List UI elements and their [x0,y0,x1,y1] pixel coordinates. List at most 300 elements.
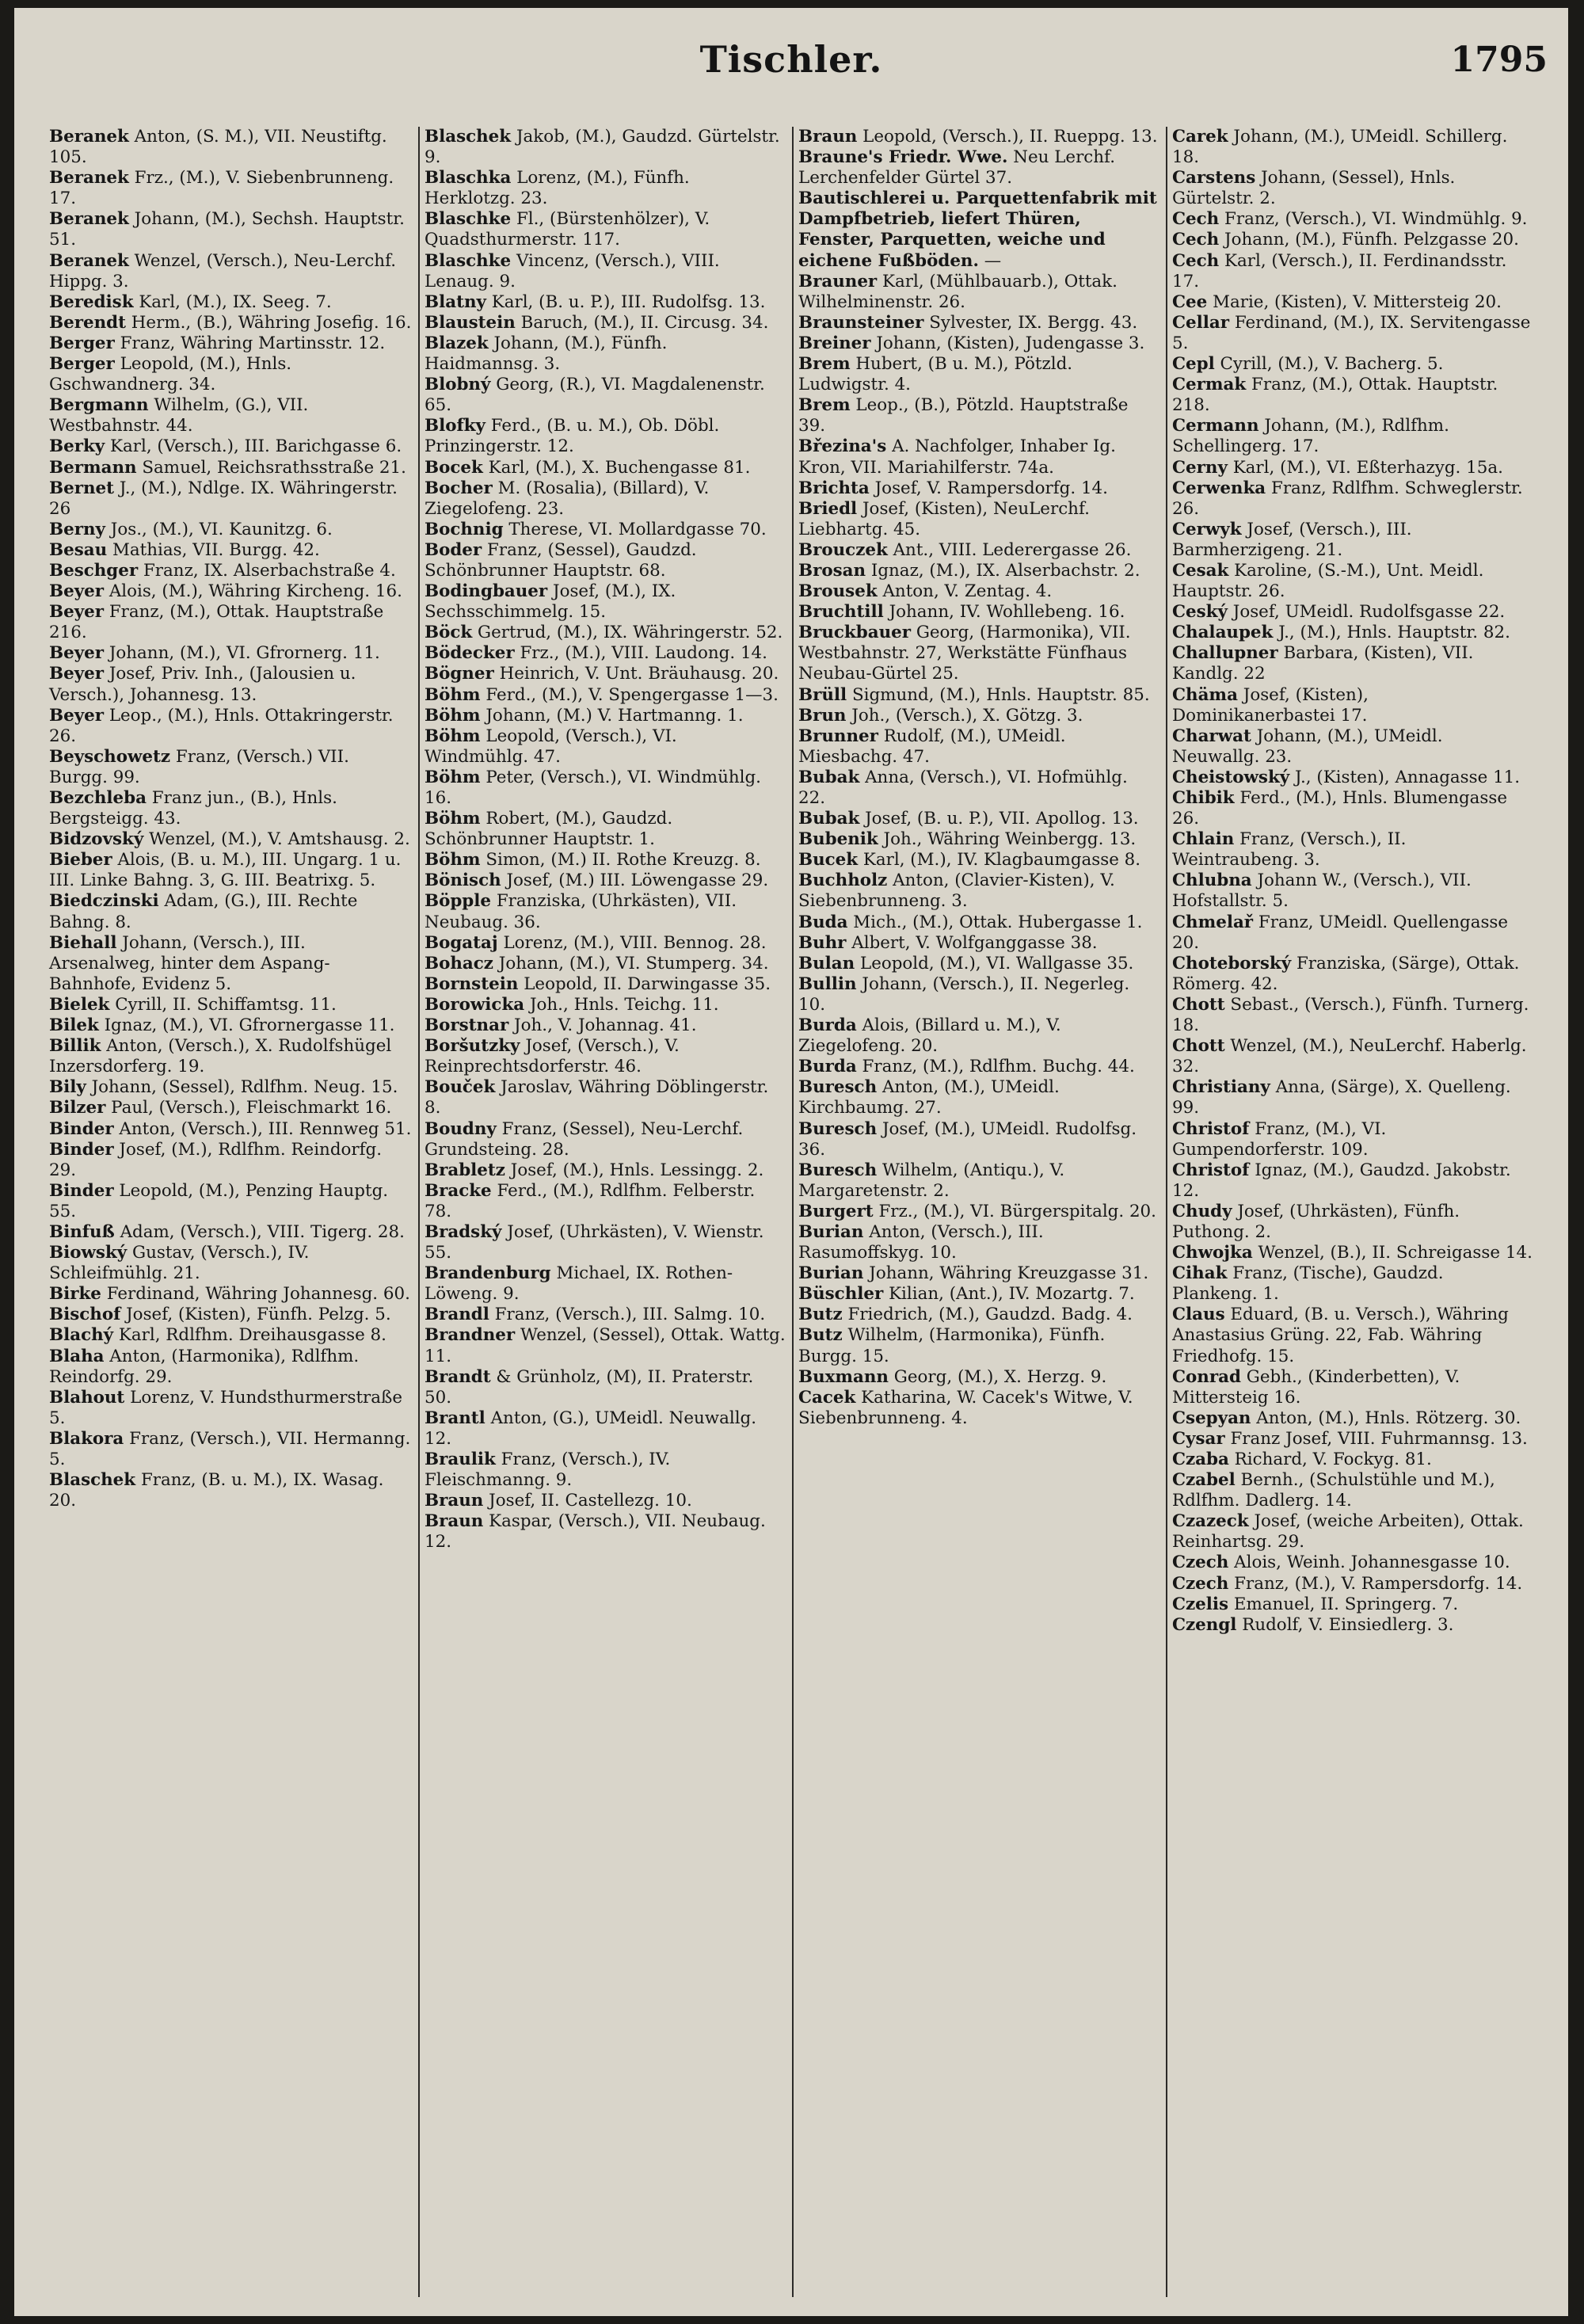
entry-details: Jaroslav, Währing Döblingerstr. 8. [425,1077,769,1118]
entry-name: Beyer [49,705,104,726]
directory-entry [1172,1511,1533,1553]
entry-name: Buhr [798,932,847,953]
entry-details: Karl, (Versch.), II. Ferdinandsstr. 17. [1172,250,1507,291]
directory-entry [798,602,1159,623]
entry-name: Claus [1172,1305,1225,1325]
entry-name: Böhm [425,767,481,787]
entry-name: Conrad [1172,1366,1241,1387]
directory-entry [798,685,1159,706]
entry-details: Gebh., (Kinderbetten), V. Mittersteig 16. [1172,1366,1460,1408]
directory-entry [798,726,1159,768]
directory-entry [49,458,412,478]
directory-entry [798,1388,1159,1429]
entry-details: Emanuel, II. Springerg. 7. [1233,1594,1459,1614]
directory-entry [425,1181,786,1222]
entry-details: Marie, (Kisten), V. Mittersteig 20. [1213,291,1502,312]
directory-entry [798,1057,1159,1077]
entry-name: Chlain [1172,829,1235,850]
entry-name: Choteborský [1172,953,1292,973]
directory-entry [1172,251,1533,292]
directory-entry [1172,1036,1533,1077]
entry-name: Brun [798,705,847,726]
entry-details: Josef, (M.), IX. Sechsschimmelg. 15. [425,581,676,623]
entry-name: Březina's [798,436,887,457]
entry-details: Sebast., (Versch.), Fünfh. Turnerg. 18. [1172,994,1529,1036]
directory-entry [798,313,1159,333]
entry-details: Wilhelm, (G.), VII. Westbahnstr. 44. [49,395,309,436]
entry-name: Cacek [798,1387,856,1408]
entry-name: Blakora [49,1428,124,1449]
directory-entry [798,706,1159,726]
entry-name: Beranek [49,168,129,189]
directory-entry [798,478,1159,499]
directory-entry [425,643,786,664]
entry-name: Chlubna [1172,871,1252,891]
entry-details: Ferd., (M.), V. Spengergasse 1—3. [485,684,779,705]
entry-name: Blaschke [425,250,512,271]
entry-details: Baruch, (M.), II. Circusg. 34. [520,312,769,333]
directory-entry [798,933,1159,954]
entry-name: Bezchleba [49,788,147,808]
directory-entry [49,1284,412,1305]
entry-details: Adam, (G.), III. Rechte Bahng. 8. [49,891,358,932]
directory-column-1 [44,127,418,2297]
directory-entry [49,168,412,209]
directory-entry [425,1222,786,1263]
directory-entry [425,850,786,871]
entry-details: Peter, (Versch.), VI. Windmühlg. 16. [425,767,761,808]
entry-name: Biedczinski [49,891,159,912]
entry-name: Cermann [1172,416,1259,436]
entry-details: Josef, UMeidl. Rudolfsgasse 22. [1232,602,1506,623]
entry-name: Beschger [49,560,139,581]
directory-entry [425,891,786,932]
entry-name: Christof [1172,1160,1250,1180]
directory-entry [798,147,1159,189]
entry-name: Bermann [49,457,137,478]
directory-entry [1172,1594,1533,1615]
entry-name: Czazeck [1172,1511,1249,1532]
entry-details: Johann, (M.), VI. Gfrornerg. 11. [109,643,380,664]
entry-details: Paul, (Versch.), Fleischmarkt 16. [111,1098,392,1118]
entry-name: Butz [798,1325,843,1346]
directory-entry [49,540,412,561]
directory-entry [425,933,786,954]
entry-name: Beranek [49,127,129,147]
entry-name: Besau [49,539,108,560]
directory-entry [1172,1429,1533,1450]
entry-name: Bracke [425,1180,492,1201]
directory-entry [1172,1615,1533,1636]
entry-name: Bouček [425,1077,496,1098]
entry-name: Brousek [798,581,878,602]
entry-details: Franz jun., (B.), Hnls. Bergsteigg. 43. [49,788,337,829]
entry-details: Johann, (Kisten), Judengasse 3. [876,333,1145,353]
directory-entry [425,313,786,333]
entry-name: Brandt [425,1366,491,1387]
directory-entry [1172,643,1533,684]
entry-name: Bogataj [425,932,498,953]
directory-entry [798,954,1159,974]
directory-entry [425,1491,786,1511]
directory-entry [49,664,412,705]
directory-entry [49,706,412,747]
entry-name: Breiner [798,333,871,353]
entry-details: Franziska, (Särge), Ottak. Römerg. 42. [1172,953,1520,994]
entry-details: Leop., (B.), Pötzld. Hauptstraße 39. [798,395,1129,436]
directory-entry [49,209,412,250]
directory-entry [798,809,1159,829]
entry-name: Carstens [1172,168,1256,189]
directory-entry [425,974,786,995]
directory-column-3 [792,127,1166,2297]
directory-entry [49,354,412,395]
directory-entry [49,1305,412,1325]
entry-name: Czabel [1172,1470,1236,1491]
entry-details: Lorenz, (M.), VIII. Bennog. 28. [503,932,767,953]
directory-entry [798,1222,1159,1263]
directory-entry [1172,829,1533,871]
entry-name: Buresch [798,1077,878,1098]
entry-details: Albert, V. Wolfganggasse 38. [851,932,1098,953]
directory-entry [425,1511,786,1553]
entry-name: Brichta [798,478,870,498]
directory-entry [425,1015,786,1036]
directory-entry [1172,1160,1533,1202]
entry-name: Berendt [49,312,126,333]
directory-entry [425,540,786,581]
entry-details: Anton, (Versch.), III. Rennweg 51. [119,1118,412,1139]
entry-name: Blobný [425,375,491,395]
entry-name: Bulan [798,953,855,973]
directory-entry [1172,1263,1533,1305]
entry-details: Joh., Währing Weinbergg. 13. [883,829,1137,850]
entry-details: Bernh., (Schulstühle und M.), Rdlfhm. Dadlerg. 14. [1172,1470,1495,1511]
entry-name: Bruckbauer [798,623,911,643]
entry-name: Bruchtill [798,602,884,623]
entry-name: Carek [1172,127,1228,147]
directory-entry [425,520,786,540]
entry-details: Josef, II. Castellezg. 10. [489,1491,692,1511]
entry-details: Anton, (Versch.), X. Rudolfshügel Inzersdorferg. 19. [49,1036,392,1077]
entry-details: Karl, (Mühlbauarb.), Ottak. Wilhelminenstr. 26. [798,271,1118,312]
entry-details: Johann, (M.), UMeidl. Schillerg. 18. [1172,127,1508,168]
directory-entry [1172,127,1533,168]
entry-details: Anton, (Versch.), III. Rasumoffskyg. 10. [798,1221,1044,1263]
entry-details: Franz, (M.), VI. Gumpendorferstr. 109. [1172,1118,1387,1160]
directory-entry [1172,520,1533,561]
entry-details: Johann, (Versch.), II. Negerleg. 10. [798,973,1130,1015]
entry-name: Böhm [425,726,481,746]
entry-details: Josef, (weiche Arbeiten), Ottak. Reinhartsg. 29. [1172,1511,1524,1553]
directory-entry [1172,768,1533,788]
directory-entry [425,685,786,706]
directory-entry [1172,292,1533,313]
entry-details: Wenzel, (M.), NeuLerchf. Haberlg. 32. [1172,1036,1527,1077]
directory-entry [49,1222,412,1243]
directory-entry [1172,1077,1533,1118]
directory-entry [49,520,412,540]
directory-entry [425,478,786,520]
entry-name: Cepl [1172,354,1215,375]
entry-name: Cech [1172,209,1220,230]
directory-column-4 [1166,127,1540,2297]
directory-entry [425,871,786,891]
entry-name: Bucek [798,850,859,871]
directory-entry [425,209,786,250]
entry-details: Karl, (B. u. P.), III. Rudolfsg. 13. [491,291,766,312]
entry-details: Vincenz, (Versch.), VIII. Lenaug. 9. [425,250,720,291]
entry-name: Buda [798,912,848,932]
entry-name: Bögner [425,664,494,684]
directory-entry [425,664,786,684]
directory-entry [49,643,412,664]
entry-details: Lorenz, (M.), Fünfh. Herklotzg. 23. [425,168,690,209]
entry-name: Bergmann [49,395,149,416]
entry-details: Friedrich, (M.), Gaudzd. Badg. 4. [847,1305,1133,1325]
entry-details: Johann, (M.), VI. Stumperg. 34. [498,953,769,973]
entry-details: Franz, (Sessel), Neu-Lerchf. Grundsteing. 28. [425,1118,744,1160]
entry-name: Blaha [49,1346,105,1366]
entry-name: Czelis [1172,1594,1229,1614]
entry-details: Kilian, (Ant.), IV. Mozartg. 7. [889,1284,1135,1305]
entry-details: Karl, (M.), IX. Seeg. 7. [139,291,332,312]
entry-name: Buchholz [798,871,888,891]
entry-details: Franz, (Versch.), VI. Windmühlg. 9. [1224,209,1528,230]
directory-entry [425,954,786,974]
directory-entry [49,1119,412,1140]
entry-name: Binder [49,1118,114,1139]
entry-details: Johann, (M.), Rdlfhm. Schellingerg. 17. [1172,416,1449,457]
entry-name: Borowicka [425,994,525,1015]
entry-name: Cermak [1172,375,1247,395]
entry-details: Johann, (M.) V. Hartmanng. 1. [485,705,744,726]
entry-details: Anna, (Särge), X. Quelleng. 99. [1172,1077,1511,1118]
directory-entry [1172,354,1533,375]
entry-name: Bornstein [425,973,519,994]
entry-name: Chott [1172,994,1225,1015]
entry-details: Ignaz, (M.), IX. Alserbachstr. 2. [870,560,1140,581]
entry-name: Cellar [1172,312,1230,333]
entry-name: Burian [798,1221,864,1242]
entry-name: Büschler [798,1284,884,1305]
entry-name: Blaschek [49,1470,136,1491]
entry-name: Braune's Friedr. Wwe. [798,147,1008,168]
entry-name: Blaustein [425,312,516,333]
entry-name: Brem [798,354,851,375]
entry-details: Wilhelm, (Harmonika), Fünfh. Burgg. 15. [798,1325,1106,1366]
directory-entry [798,1015,1159,1057]
directory-entry [49,747,412,788]
directory-entry [425,768,786,809]
entry-details: Franz, (M.), Ottak. Hauptstraße 216. [49,602,384,643]
directory-entry [1172,168,1533,209]
directory-entry [49,1347,412,1388]
entry-name: Beyer [49,602,104,623]
directory-entry [1172,1574,1533,1594]
entry-details: Ferd., (B. u. M.), Ob. Döbl. Prinzingerstr. 12. [425,416,720,457]
entry-details: A. Nachfolger, Inhaber Ig. Kron, VII. Mariahilferstr. 74a. [798,436,1116,478]
entry-details: Karl, (M.), X. Buchengasse 81. [488,457,751,478]
directory-entry [1172,1202,1533,1243]
directory-entry [1172,1408,1533,1429]
directory-entry [49,1077,412,1098]
entry-name: Borstnar [425,1015,509,1036]
directory-entry [1172,1553,1533,1573]
directory-entry [1172,416,1533,457]
entry-details: Anton, V. Zentag. 4. [882,581,1053,602]
directory-entry [1172,995,1533,1036]
directory-entry [425,458,786,478]
directory-entry [798,1077,1159,1118]
entry-name: Brauner [798,271,878,291]
entry-name: Cihak [1172,1263,1228,1284]
entry-name: Biowský [49,1243,128,1263]
entry-name: Bielek [49,994,110,1015]
entry-details: Franz, Währing Martinsstr. 12. [120,333,386,353]
directory-entry [798,561,1159,581]
entry-details: Karoline, (S.-M.), Unt. Meidl. Hauptstr. 26. [1172,560,1484,602]
directory-entry [798,354,1159,395]
entry-name: Beyer [49,643,104,664]
directory-entry [1172,1450,1533,1470]
entry-details: Anton, (G.), UMeidl. Neuwallg. 12. [425,1408,757,1449]
directory-entry [1172,561,1533,602]
entry-details: Wilhelm, (Antiqu.), V. Margaretenstr. 2. [798,1160,1065,1201]
entry-details: Franz, (M.), V. Rampersdorfg. 14. [1234,1573,1523,1594]
directory-entry [49,1140,412,1181]
directory-entry [798,499,1159,540]
entry-details: Franz, (Sessel), Gaudzd. Schönbrunner Hauptstr. 68. [425,539,697,581]
entry-details: Cyrill, (M.), V. Bacherg. 5. [1220,354,1444,375]
entry-name: Bilek [49,1015,99,1036]
directory-entry [1172,954,1533,995]
directory-entry [49,1388,412,1429]
directory-entry [798,829,1159,850]
entry-details: Richard, V. Fockyg. 81. [1234,1450,1432,1469]
entry-details: Sylvester, IX. Bergg. 43. [929,312,1138,333]
directory-entry [1172,458,1533,478]
entry-details: Anton, (Harmonika), Rdlfhm. Reindorfg. 29. [49,1346,360,1387]
entry-name: Burda [798,1057,857,1077]
directory-entry [798,540,1159,561]
entry-name: Beranek [49,250,129,271]
directory-entry [425,251,786,292]
entry-details: Adam, (Versch.), VIII. Tigerg. 28. [120,1221,405,1242]
entry-name: Bödecker [425,643,515,664]
directory-entry [425,168,786,209]
page-header [14,38,1568,101]
entry-name: Cerwenka [1172,478,1266,498]
entry-details: Neu Lerchf. Lerchenfelder Gürtel 37. [798,147,1116,189]
entry-name: Blaschke [425,209,512,230]
entry-details: Franz, (Versch.), III. Salmg. 10. [494,1305,766,1325]
entry-name: Chwojka [1172,1243,1253,1263]
entry-details: Samuel, Reichsrathsstraße 21. [142,457,406,478]
entry-name: Briedl [798,498,858,519]
entry-name: Blazek [425,333,489,353]
entry-name: Chäma [1172,684,1238,705]
directory-entry [425,416,786,457]
entry-name: Berger [49,333,115,353]
entry-details: Franz, (Tische), Gaudzd. Plankeng. 1. [1172,1263,1444,1305]
entry-name: Braunsteiner [798,312,924,333]
entry-name: Cee [1172,291,1208,312]
entry-details: Alois, (Billard u. M.), V. Ziegelofeng. 20. [798,1015,1061,1057]
entry-details: Josef, (Kisten), Dominikanerbastei 17. [1172,684,1369,726]
entry-name: Blahout [49,1387,125,1408]
directory-entry [425,375,786,416]
entry-name: Christiany [1172,1077,1270,1098]
directory-entry [49,788,412,829]
entry-details: Heinrich, V. Unt. Bräuhausg. 20. [499,664,779,684]
entry-details: Simon, (M.) II. Rothe Kreuzg. 8. [485,850,761,871]
entry-details: Katharina, W. Cacek's Witwe, V. Siebenbrunneng. 4. [798,1387,1133,1428]
directory-entry [425,726,786,768]
entry-details: Ferd., (M.), Hnls. Blumengasse 26. [1172,788,1508,829]
directory-entry [1172,375,1533,416]
entry-details: Jos., (M.), VI. Kaunitzg. 6. [110,519,333,539]
entry-details: Leopold, (M.), Penzing Hauptg. 55. [49,1180,389,1221]
entry-details: Gertrud, (M.), IX. Währingerstr. 52. [478,623,783,643]
directory-entry [425,623,786,643]
entry-name: Bochnig [425,519,504,539]
entry-details: Josef, (Versch.), V. Reinprechtsdorferstr. 46. [425,1036,680,1077]
entry-details: Gustav, (Versch.), IV. Schleifmühlg. 21. [49,1243,310,1284]
entry-details: Therese, VI. Mollardgasse 70. [508,519,767,539]
directory-entry [49,436,412,457]
directory-entry [1172,912,1533,954]
directory-entry [798,333,1159,354]
directory-entry [49,395,412,436]
entry-name: Chmelař [1172,912,1254,932]
entry-details: Josef, (Uhrkästen), Fünfh. Puthong. 2. [1172,1201,1460,1242]
directory-entry [425,127,786,168]
entry-name: Boudny [425,1118,497,1139]
entry-name: Cech [1172,230,1220,250]
directory-entry [798,581,1159,602]
directory-entry [1172,726,1533,768]
directory-entry [798,1160,1159,1202]
directory-entry [798,974,1159,1015]
directory-entry [425,1160,786,1181]
entry-details: J., (M.), Ndlge. IX. Währingerstr. 26 [49,478,398,519]
entry-details: Wenzel, (Versch.), Neu-Lerchf. Hippg. 3. [49,250,397,291]
directory-entry [49,1470,412,1511]
entry-details: Josef, (Kisten), Fünfh. Pelzg. 5. [126,1305,391,1325]
directory-entry [49,333,412,354]
entry-name: Bubak [798,809,860,829]
entry-details: Georg, (Harmonika), VII. Westbahnstr. 27, Werkstätte Fünfhaus Neubau-Gürtel 25. [798,623,1131,684]
entry-name: Berger [49,354,115,375]
entry-details: Karl, (M.), VI. Eßterhazyg. 15a. [1232,457,1503,478]
directory-entry [798,189,1159,271]
entry-name: Brem [798,395,851,416]
entry-name: Binfuß [49,1221,115,1242]
entry-name: Blaschek [425,127,512,147]
entry-details: Johann, IV. Wohllebeng. 16. [889,602,1125,623]
entry-name: Charwat [1172,726,1251,746]
entry-details: Eduard, (B. u. Versch.), Währing Anastasius Grüng. 22, Fab. Währing Friedhofg. 15. [1172,1305,1509,1366]
directory-entry [798,850,1159,871]
entry-details: Alois, (M.), Währing Kircheng. 16. [109,581,402,602]
entry-details: Frz., (M.), VI. Bürgerspitalg. 20. [878,1201,1156,1221]
entry-name: Brandl [425,1305,489,1325]
directory-entry [49,1325,412,1346]
directory-entry [49,127,412,168]
entry-name: Berny [49,519,105,539]
entry-details: Alois, (B. u. M.), III. Ungarg. 1 u. III. Linke Bahng. 3, G. III. Beatrixg. 5. [49,850,402,891]
